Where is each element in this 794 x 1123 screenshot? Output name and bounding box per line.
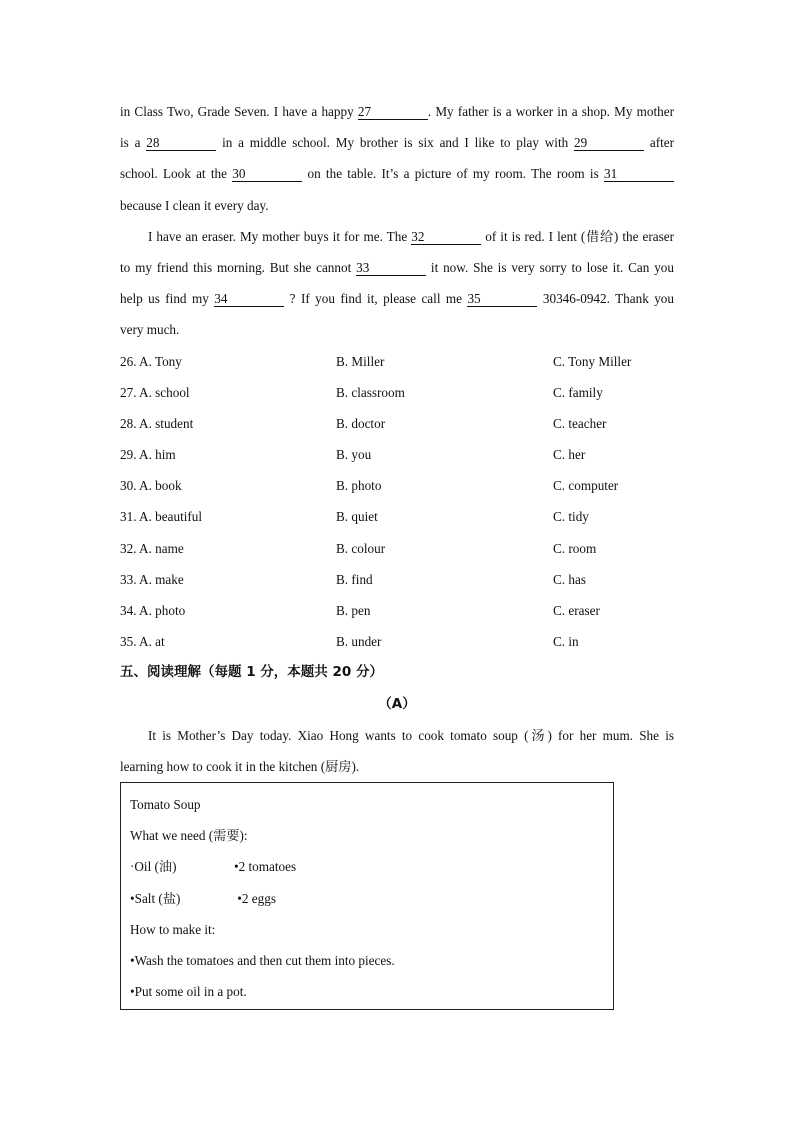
option-row-33 xyxy=(120,564,674,595)
option-row-35 xyxy=(120,626,674,657)
option-a: 26. A. Tony xyxy=(120,353,182,369)
blank-31: 31 xyxy=(604,167,674,182)
passage-line-4: because I clean it every day. xyxy=(120,197,269,213)
option-a: 32. A. name xyxy=(120,540,184,556)
passage-line-1: in Class Two, Grade Seven. I have a happy 27 . My father is a worker in a shop. My mother xyxy=(120,104,674,119)
recipe-need-label: What we need (需要): xyxy=(130,828,248,844)
blank-33: 33 xyxy=(356,261,426,276)
ingredient-item: •2 tomatoes xyxy=(234,859,297,875)
part-label: （A） xyxy=(378,695,416,712)
passage-line-5: I have an eraser. My mother buys it for me. The 32 of it is red. I lent (借给) the eraser xyxy=(148,228,674,244)
option-b: B. doctor xyxy=(336,415,386,431)
option-row-28 xyxy=(120,408,674,439)
ingredient-row xyxy=(130,851,604,882)
option-a: 31. A. beautiful xyxy=(120,509,203,525)
option-c: C. her xyxy=(553,447,586,463)
option-c: C. room xyxy=(553,540,597,556)
passage-line-2: is a 28 in a middle school. My brother is six and I like to play with 29 after xyxy=(120,135,674,151)
passage-line-7: help us find my 34 ? If you find it, please call me 35 30346-0942. Thank you xyxy=(120,291,674,307)
option-c: C. family xyxy=(553,384,603,400)
cloze-section xyxy=(120,96,674,782)
blank-32: 32 xyxy=(411,230,481,245)
option-row-32 xyxy=(120,533,674,564)
option-b: B. you xyxy=(336,447,372,463)
option-c: C. teacher xyxy=(553,415,607,431)
recipe-title: Tomato Soup xyxy=(130,797,201,812)
option-a: 28. A. student xyxy=(120,415,194,431)
option-b: B. pen xyxy=(336,603,371,618)
option-row-26 xyxy=(120,346,674,377)
option-a: 30. A. book xyxy=(120,478,182,494)
option-c: C. has xyxy=(553,571,586,587)
option-b: B. photo xyxy=(336,478,382,494)
option-a: 27. A. school xyxy=(120,384,190,400)
blank-34: 34 xyxy=(214,292,284,307)
option-row-31 xyxy=(120,501,674,532)
recipe-box xyxy=(120,782,614,1010)
option-c: C. tidy xyxy=(553,509,589,525)
passage-line-8: very much. xyxy=(120,322,180,338)
blank-35: 35 xyxy=(467,292,537,307)
option-b: B. under xyxy=(336,634,382,650)
ingredient-item: •Salt (盐) xyxy=(130,890,181,906)
intro-line-1: It is Mother’s Day today. Xiao Hong wants to cook tomato soup (汤) for her mum. She is xyxy=(148,727,674,743)
option-b: B. Miller xyxy=(336,353,385,369)
option-a: 33. A. make xyxy=(120,571,184,587)
option-c: C. eraser xyxy=(553,603,600,618)
ingredient-row xyxy=(130,883,604,914)
blank-30: 30 xyxy=(232,167,302,182)
option-b: B. quiet xyxy=(336,509,378,525)
option-b: B. colour xyxy=(336,540,386,556)
option-row-27 xyxy=(120,377,674,408)
option-c: C. computer xyxy=(553,478,619,494)
section-title: 五、阅读理解（每题 1 分，本题共 20 分） xyxy=(120,664,383,681)
option-b: B. find xyxy=(336,571,373,587)
option-b: B. classroom xyxy=(336,384,405,400)
blank-28: 28 xyxy=(146,136,216,151)
option-a: 29. A. him xyxy=(120,447,176,463)
option-row-29 xyxy=(120,439,674,470)
blank-27: 27 xyxy=(358,105,428,120)
recipe-how-label: How to make it: xyxy=(130,921,216,937)
blank-29: 29 xyxy=(574,136,644,151)
recipe-step: •Wash the tomatoes and then cut them into pieces. xyxy=(130,952,395,968)
option-c: C. Tony Miller xyxy=(553,353,632,369)
option-row-30 xyxy=(120,470,674,501)
intro-line-2: learning how to cook it in the kitchen (厨房). xyxy=(120,758,360,774)
option-row-34 xyxy=(120,595,674,626)
option-a: 34. A. photo xyxy=(120,603,186,618)
passage-line-6: to my friend this morning. But she cannot 33 it now. She is very sorry to lose it. Can you xyxy=(120,259,674,275)
passage-line-3: school. Look at the 30 on the table. It’s a picture of my room. The room is 31 xyxy=(120,158,674,189)
ingredient-item: •2 eggs xyxy=(234,890,276,906)
option-c: C. in xyxy=(553,634,579,650)
ingredient-item: ·Oil (油) xyxy=(130,859,177,875)
option-a: 35. A. at xyxy=(120,634,165,650)
recipe-step: •Put some oil in a pot. xyxy=(130,984,247,1000)
